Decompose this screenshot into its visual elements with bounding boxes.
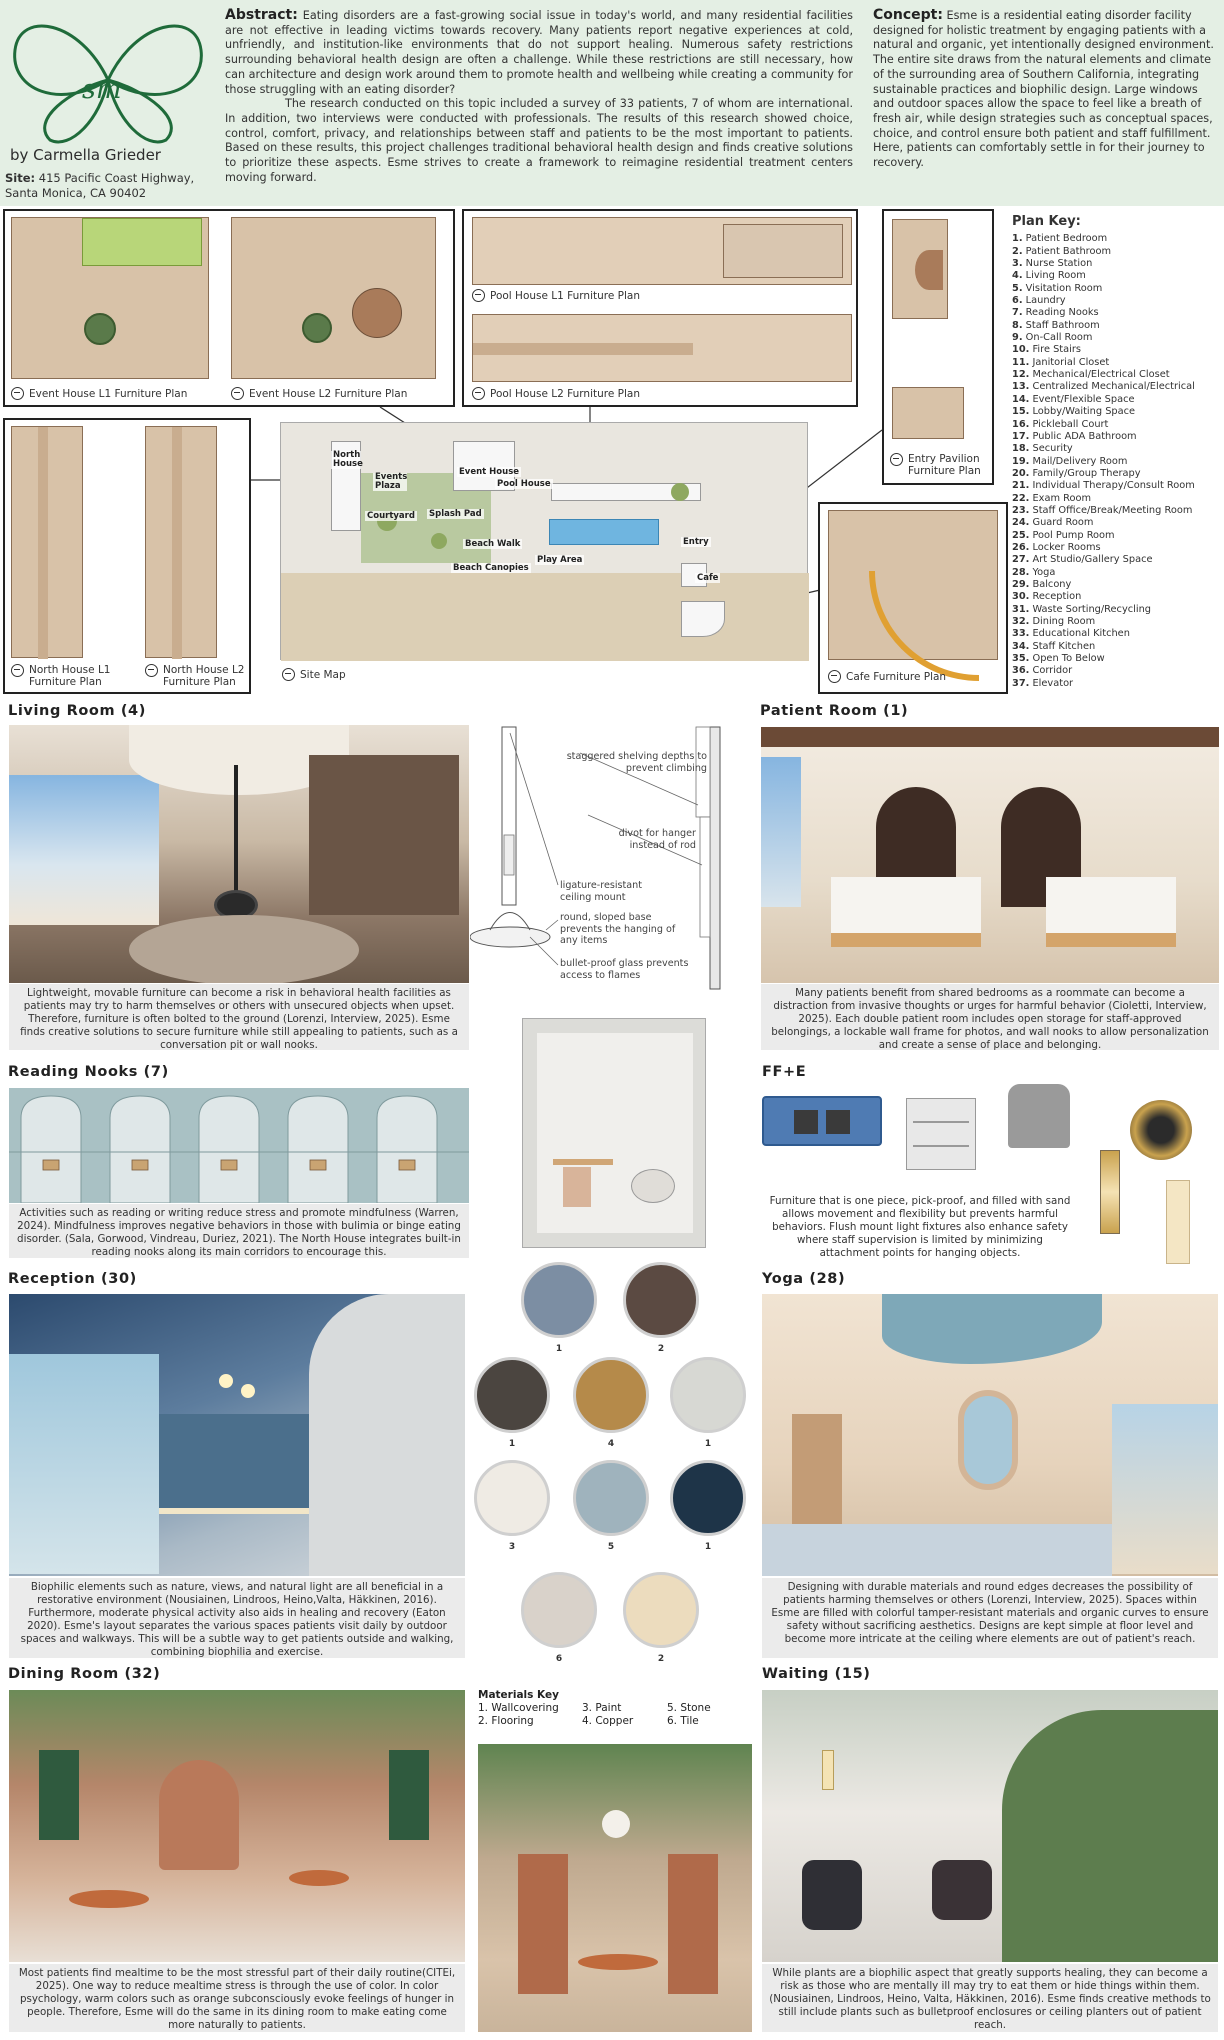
materials-key: Materials Key 1. Wallcovering 3. Paint 5. Stone 2. Flooring 4. Copper 6. Tile: [478, 1689, 718, 1728]
plan-key: [1012, 216, 1222, 690]
reception-desk: [159, 1414, 319, 1514]
plan-key-label: Fire Stairs: [1032, 344, 1081, 356]
material-swatch-number: 5: [607, 1542, 615, 1552]
plan-key-label: Waste Sorting/Recycling: [1032, 603, 1152, 615]
material-swatch: [573, 1357, 649, 1433]
plan-key-item: [1012, 591, 1222, 603]
patient-room-render: [761, 727, 1219, 983]
reception-render: [9, 1294, 465, 1576]
material-swatch-number: 2: [657, 1344, 665, 1354]
one-piece-lounge-chair: [1008, 1084, 1070, 1148]
plan-key-number: 16.: [1012, 418, 1030, 430]
plan-key-label: Patient Bedroom: [1025, 233, 1108, 245]
plan-key-item: [1012, 517, 1222, 529]
plan-key-item: [1012, 480, 1222, 492]
terracotta-column: [668, 1854, 718, 1994]
plan-key-number: 11.: [1012, 356, 1030, 368]
plan-key-item: [1012, 344, 1222, 356]
pool-l1-caption: Pool House L1 Furniture Plan: [472, 289, 640, 302]
pool: [549, 519, 659, 545]
plan-key-item: [1012, 307, 1222, 319]
map-label-courtyard: Courtyard: [367, 511, 415, 521]
annotation-sloped-base: round, sloped base prevents the hanging of any items: [560, 912, 676, 946]
materials-key-title: Materials Key: [478, 1689, 559, 1701]
plan-key-item: [1012, 295, 1222, 307]
plan-key-label: Corridor: [1032, 665, 1073, 677]
wall-sconce: [822, 1750, 834, 1790]
plan-key-number: 23.: [1012, 504, 1030, 516]
plan-key-title: Plan Key:: [1012, 214, 1081, 229]
dining-table: [69, 1890, 149, 1908]
plan-key-number: 27.: [1012, 554, 1030, 566]
pendant-light: [219, 1374, 233, 1388]
plan-key-number: 6.: [1012, 295, 1023, 307]
plan-key-item: [1012, 419, 1222, 431]
plan-key-number: 32.: [1012, 616, 1030, 627]
plan-key-item: [1012, 332, 1222, 344]
plan-key-number: 15.: [1012, 406, 1030, 418]
cafe-furniture-plan: [828, 510, 998, 660]
living-room-caption: Lightweight, movable furniture can become a risk in behavioral health facilities as patients may try to harm themselves or others with unsecured objects when upset. Therefore, furniture is often bolted to the ground (Lorenzi, Interview, 2025). Esme finds creative solutions to secure furniture while still appealing to patients, such as a conversation pit or wall nooks.: [9, 984, 469, 1050]
plan-key-item: [1012, 283, 1222, 295]
material-swatch-number: 1: [555, 1344, 563, 1354]
ceiling-sculpture: [882, 1294, 1102, 1364]
plan-key-item: [1012, 406, 1222, 418]
tree-icon: [431, 533, 447, 549]
map-label-splash-pad: Splash Pad: [429, 509, 482, 519]
plan-key-number: 35.: [1012, 653, 1030, 665]
material-swatch-number: 1: [704, 1439, 712, 1449]
ffe-title: FF+E: [762, 1064, 807, 1080]
annotation-divot: divot for hanger instead of rod: [618, 828, 696, 851]
blue-storage-bench: [762, 1096, 882, 1146]
plan-key-item: [1012, 357, 1222, 369]
entry-caption: Entry Pavilion Furniture Plan: [890, 453, 981, 477]
plan-key-label: Laundry: [1025, 295, 1066, 307]
yoga-render: [762, 1294, 1218, 1576]
dining-table: [578, 1954, 658, 1970]
abstract-paragraph-1: Eating disorders are a fast-growing social issue in today's world, and many residential facilities are not effective in leading victims towards recovery. Many patients report negative experiences at cold, unfriendly, and institution-like environments that do not support healing. Numerous safety restrictions surrounding behavioral health design are often a challenge. While these restrictions are still necessary, how can architecture and design work around them to promote health and wellbeing while creating a community for those struggling with an eating disorder?: [225, 9, 853, 96]
reading-nooks-title: Reading Nooks (7): [8, 1064, 169, 1080]
plan-key-number: 22.: [1012, 492, 1030, 504]
waiting-title: Waiting (15): [762, 1666, 871, 1682]
plan-key-number: 29.: [1012, 578, 1030, 590]
wall-nooks: [309, 755, 459, 915]
map-label-beach-canopies: Beach Canopies: [453, 563, 529, 573]
nook-interior: [537, 1033, 693, 1233]
plan-key-number: 1.: [1012, 233, 1023, 245]
plan-key-label: Reading Nooks: [1025, 307, 1099, 319]
material-swatch: [521, 1572, 597, 1648]
material-swatch: [573, 1460, 649, 1536]
map-label-cafe: Cafe: [697, 573, 719, 583]
annotation-shelving: staggered shelving depths to prevent climbing: [566, 751, 707, 774]
glass-wall: [9, 1354, 159, 1574]
terracotta-column: [518, 1854, 568, 1994]
plan-key-label: Living Room: [1025, 270, 1086, 282]
plan-key-label: Staff Kitchen: [1032, 640, 1096, 652]
north-l1-caption: North House L1 Furniture Plan: [11, 664, 110, 688]
plan-key-number: 2.: [1012, 245, 1023, 257]
ffe-caption: Furniture that is one piece, pick-proof, and filled with sand allows movement and flexibility but prevents harmful behaviors. Flush mount light fixtures also enhance safety where staff supervision is limited by minimizing attachment points for hanging objects.: [762, 1192, 1078, 1264]
north-arrow-icon: [828, 670, 841, 683]
plan-key-item: [1012, 554, 1222, 566]
material-swatch-number: 3: [508, 1542, 516, 1552]
cafe-frame: [818, 502, 1008, 694]
plan-key-item: [1012, 394, 1222, 406]
event-l1-caption: Event House L1 Furniture Plan: [11, 387, 187, 400]
plan-key-item: [1012, 616, 1222, 628]
flush-ceiling-light: [1130, 1100, 1192, 1160]
reception-caption: Biophilic elements such as nature, views, and natural light are all beneficial in a restorative environment (Nousiainen, Lindroos, Heino,Valta, Häkkinen, 2016). Furthermore, moderate physical activity also aids in healing and recovery (Eaton 2020). Esme's layout separates the various spaces patients visit daily by outdoor spaces and walkways. This will be a subtle way to get patients outside and walking, combining biophilia and exercise.: [9, 1578, 465, 1658]
plan-key-item: [1012, 653, 1222, 665]
map-label-event-house: Event House: [459, 467, 520, 477]
event-l2-caption: Event House L2 Furniture Plan: [231, 387, 407, 400]
plan-key-item: [1012, 567, 1222, 579]
cafe-building: [681, 601, 725, 637]
plan-key-item: [1012, 443, 1222, 455]
pool-view: [1112, 1404, 1218, 1574]
plan-key-label: Lobby/Waiting Space: [1032, 406, 1136, 418]
plan-key-number: 17.: [1012, 430, 1030, 442]
plan-key-label: Yoga: [1032, 566, 1056, 578]
annotation-ceiling-mount: ligature-resistant ceiling mount: [560, 880, 643, 903]
wall-sconce: [1100, 1150, 1120, 1234]
plan-key-item: [1012, 456, 1222, 468]
material-swatch: [623, 1572, 699, 1648]
plan-key-item: [1012, 493, 1222, 505]
plan-key-number: 25.: [1012, 529, 1030, 541]
plan-key-label: Mechanical/Electrical Closet: [1032, 369, 1170, 381]
plan-key-label: Event/Flexible Space: [1032, 393, 1135, 405]
green-door: [39, 1750, 79, 1840]
plan-key-item: [1012, 468, 1222, 480]
dining-room-caption: Most patients find mealtime to be the most stressful part of their daily routine(CITEi, 2025). One way to reduce mealtime stress is through the use of color. In color psychology, warm colors such as orange subconsciously evoke feelings of hunger in people. Therefore, Esme will do the same in its dining room to make eating come more naturally to patients.: [9, 1964, 465, 2032]
material-swatch-number: 6: [555, 1654, 563, 1664]
pool-l2-caption: Pool House L2 Furniture Plan: [472, 387, 640, 400]
cafe-caption: Cafe Furniture Plan: [828, 670, 946, 683]
beach-sand: [281, 573, 809, 661]
material-swatch-number: 4: [607, 1439, 615, 1449]
material-swatch: [474, 1357, 550, 1433]
plan-key-label: On-Call Room: [1025, 332, 1093, 344]
map-label-beach-walk: Beach Walk: [465, 539, 521, 549]
plan-key-label: Public ADA Bathroom: [1032, 430, 1137, 442]
flush-wall-light: [1166, 1180, 1190, 1264]
wood-ceiling: [761, 727, 1219, 747]
plan-key-number: 18.: [1012, 443, 1030, 455]
material-swatch-number: 1: [508, 1439, 516, 1449]
dining-alcove-render: [478, 1744, 752, 2032]
plan-key-label: Nurse Station: [1025, 258, 1093, 270]
plan-key-label: Elevator: [1032, 677, 1074, 689]
fireplace-flue: [234, 765, 238, 895]
reading-nooks-caption: Activities such as reading or writing reduce stress and promote mindfulness (Warren, 2024). Mindfulness improves negative behaviors in those with bulimia or binge eating disorder. (Sala, Gorwood, Vindreau, Duriez, 2021). The North House integrates built-in reading nooks along its main corridors to encourage this.: [9, 1204, 469, 1258]
plan-key-number: 3.: [1012, 258, 1023, 270]
plan-key-number: 4.: [1012, 270, 1023, 282]
plan-key-item: [1012, 628, 1222, 640]
lounge-chair: [932, 1860, 992, 1920]
living-room-render: [9, 725, 469, 983]
plan-key-label: Staff Office/Break/Meeting Room: [1032, 504, 1193, 516]
dining-room-render: [9, 1690, 465, 1962]
plan-key-item: [1012, 369, 1222, 381]
hanging-seat: [631, 1169, 675, 1203]
reading-nook-arches: [9, 1088, 469, 1203]
pendant-light: [602, 1810, 630, 1838]
material-swatch: [623, 1262, 699, 1338]
plan-key-item: [1012, 641, 1222, 653]
material-swatch: [670, 1357, 746, 1433]
plan-key-label: Visitation Room: [1025, 282, 1103, 294]
chair: [563, 1167, 591, 1207]
wood-door: [792, 1414, 842, 1524]
plan-key-label: Guard Room: [1032, 517, 1094, 529]
author-byline: by Carmella Grieder: [10, 146, 161, 164]
plan-key-number: 20.: [1012, 467, 1030, 479]
plan-key-item: [1012, 665, 1222, 677]
material-swatch: [521, 1262, 597, 1338]
plan-key-label: Pool Pump Room: [1032, 529, 1115, 541]
plan-key-number: 5.: [1012, 282, 1023, 294]
plan-key-label: Patient Bathroom: [1025, 245, 1112, 257]
plan-key-item: [1012, 258, 1222, 270]
bed-left: [831, 877, 981, 947]
plan-key-label: Locker Rooms: [1032, 541, 1101, 553]
concept-paragraph: Esme is a residential eating disorder facility designed for holistic treatment by engaging patients with a natural and organic, yet intentionally designed environment. The entire site draws from the natural elements and climate of the surrounding area of Southern California, integrating sustainable practices and biophilic design. Large windows and outdoor spaces allow the space to feel like a breath of fresh air, while design strategies such as conceptual spaces, choice, and control ensure both patient and staff fulfillment. Here, patients can comfortably settle in for their journey to recovery.: [873, 9, 1214, 170]
plan-key-item: [1012, 381, 1222, 393]
yoga-title: Yoga (28): [762, 1271, 846, 1287]
material-swatch: [474, 1460, 550, 1536]
conversation-pit: [129, 915, 359, 983]
plan-key-label: Open To Below: [1032, 653, 1105, 665]
plan-key-label: Art Studio/Gallery Space: [1032, 554, 1153, 566]
material-swatch-number: 1: [704, 1542, 712, 1552]
plan-key-list: [1012, 233, 1222, 690]
plan-key-number: 19.: [1012, 455, 1030, 467]
plan-key-item: [1012, 678, 1222, 690]
round-window: [958, 1390, 1018, 1490]
site-map: [280, 422, 808, 660]
plan-key-number: 33.: [1012, 628, 1030, 640]
tree-icon: [671, 483, 689, 501]
plan-key-label: Reception: [1032, 591, 1082, 603]
patient-room-title: Patient Room (1): [760, 703, 909, 719]
dining-table: [289, 1870, 349, 1886]
molded-shelving-unit: [906, 1098, 976, 1170]
plan-key-label: Exam Room: [1032, 492, 1092, 504]
map-label-north-house: North House: [333, 450, 363, 469]
plan-key-item: [1012, 604, 1222, 616]
reading-nooks-elevation: [9, 1088, 469, 1203]
plan-key-number: 12.: [1012, 369, 1030, 381]
reception-title: Reception (30): [8, 1271, 137, 1287]
plan-key-label: Educational Kitchen: [1032, 628, 1130, 640]
map-label-play-area: Play Area: [537, 555, 583, 565]
living-room-title: Living Room (4): [8, 703, 146, 719]
plan-key-label: Janitorial Closet: [1032, 356, 1110, 368]
plan-key-number: 14.: [1012, 393, 1030, 405]
plan-key-number: 30.: [1012, 591, 1030, 603]
plan-key-number: 24.: [1012, 517, 1030, 529]
abstract-paragraph-2: The research conducted on this topic included a survey of 33 patients, 7 of whom are international. In addition, two interviews were conducted with professionals. The results of this research showed choice, control, comfort, privacy, and relationships between staff and patients to be the most important to patients. Based on these results, this project challenges traditional behavioral health design and finds creative solutions to prioritize these aspects. Esme strives to create a framework to reimagine residential treatment centers moving forward.: [225, 97, 853, 184]
plan-key-item: [1012, 431, 1222, 443]
curved-counter: [869, 571, 979, 681]
floor-mat-area: [762, 1524, 1112, 1576]
plan-key-number: 37.: [1012, 677, 1030, 689]
plan-key-number: 9.: [1012, 332, 1023, 344]
yoga-caption: Designing with durable materials and round edges decreases the possibility of patients harming themselves or others (Lorenzi, Interview, 2025). Spaces within Esme are filled with colorful tamper-resistant materials and organic curves to ensure safety without sacrificing aesthetics. Designs are kept simple at floor level and become more intricate at the ceiling where elements are out of patient's reach.: [762, 1578, 1218, 1658]
plan-key-label: Balcony: [1032, 578, 1072, 590]
dining-room-title: Dining Room (32): [8, 1666, 161, 1682]
plan-key-label: Pickleball Court: [1032, 418, 1109, 430]
patient-room-caption: Many patients benefit from shared bedrooms as a roommate can become a distraction from invasive thoughts or urges for harmful behavior (Cioletti, Interview, 2025). Each double patient room includes open storage for staff-approved belongings, a lockable wall frame for photos, and wall nooks to allow personalization and create a sense of place and belonging.: [761, 984, 1219, 1050]
ocean-window: [9, 775, 159, 925]
plan-key-number: 8.: [1012, 319, 1023, 331]
site-map-caption: Site Map: [282, 668, 346, 681]
plan-key-label: Dining Room: [1032, 616, 1096, 627]
curved-feature-wall: [309, 1294, 465, 1576]
map-label-pool-house: Pool House: [497, 479, 551, 489]
plan-key-label: Individual Therapy/Consult Room: [1032, 480, 1195, 492]
tree-planter: [159, 1760, 239, 1870]
lounge-chair: [802, 1860, 862, 1930]
plan-key-item: [1012, 579, 1222, 591]
bed-right: [1046, 877, 1176, 947]
desk: [553, 1159, 613, 1165]
reading-nook-render: [522, 1018, 706, 1248]
plan-key-number: 34.: [1012, 640, 1030, 652]
concept-heading: Concept:: [873, 7, 943, 23]
plan-key-number: 10.: [1012, 344, 1030, 356]
plan-key-number: 36.: [1012, 665, 1030, 677]
plan-key-number: 21.: [1012, 480, 1030, 492]
site-label: Site:: [5, 171, 36, 185]
pendant-light: [241, 1384, 255, 1398]
map-label-events-plaza: Events Plaza: [375, 472, 408, 491]
plan-key-item: [1012, 246, 1222, 258]
window: [761, 757, 801, 907]
waiting-caption: While plants are a biophilic aspect that greatly supports healing, they can become a risk as those who are mentally ill may try to eat them or hide things within them. (Nousiainen, Lindroos, Heino, Valta, Häkkinen, 2016). Esme finds creative methods to still include plants such as bulletproof enclosures or ceiling planters out of patient reach.: [762, 1964, 1218, 2032]
waiting-render: [762, 1690, 1218, 1962]
plan-key-number: 13.: [1012, 381, 1030, 393]
plan-key-number: 7.: [1012, 307, 1023, 319]
green-door: [389, 1750, 429, 1840]
plan-key-item: [1012, 505, 1222, 517]
abstract-heading: Abstract:: [225, 7, 298, 23]
material-swatch: [670, 1460, 746, 1536]
north-l2-caption: North House L2 Furniture Plan: [145, 664, 244, 688]
map-label-entry: Entry: [683, 537, 709, 547]
annotation-bulletproof-glass: bullet-proof glass prevents access to flames: [560, 958, 689, 981]
plan-key-number: 28.: [1012, 566, 1030, 578]
logo-wordmark: sm: [82, 74, 122, 105]
plan-key-label: Family/Group Therapy: [1032, 467, 1141, 479]
site-value: 415 Pacific Coast Highway, Santa Monica, CA 90402: [5, 171, 195, 200]
north-arrow-icon: [282, 668, 295, 681]
plan-key-item: [1012, 233, 1222, 245]
plan-key-item: [1012, 530, 1222, 542]
plan-key-item: [1012, 320, 1222, 332]
plan-key-label: Mail/Delivery Room: [1032, 455, 1128, 467]
plan-key-label: Security: [1032, 443, 1073, 455]
plan-key-label: Staff Bathroom: [1025, 319, 1100, 331]
plan-key-number: 31.: [1012, 603, 1030, 615]
plan-key-number: 26.: [1012, 541, 1030, 553]
enclosed-garden: [1002, 1710, 1218, 1962]
material-swatch-number: 2: [657, 1654, 665, 1664]
plan-key-label: Centralized Mechanical/Electrical: [1032, 381, 1195, 393]
plan-key-item: [1012, 542, 1222, 554]
plan-key-item: [1012, 270, 1222, 282]
